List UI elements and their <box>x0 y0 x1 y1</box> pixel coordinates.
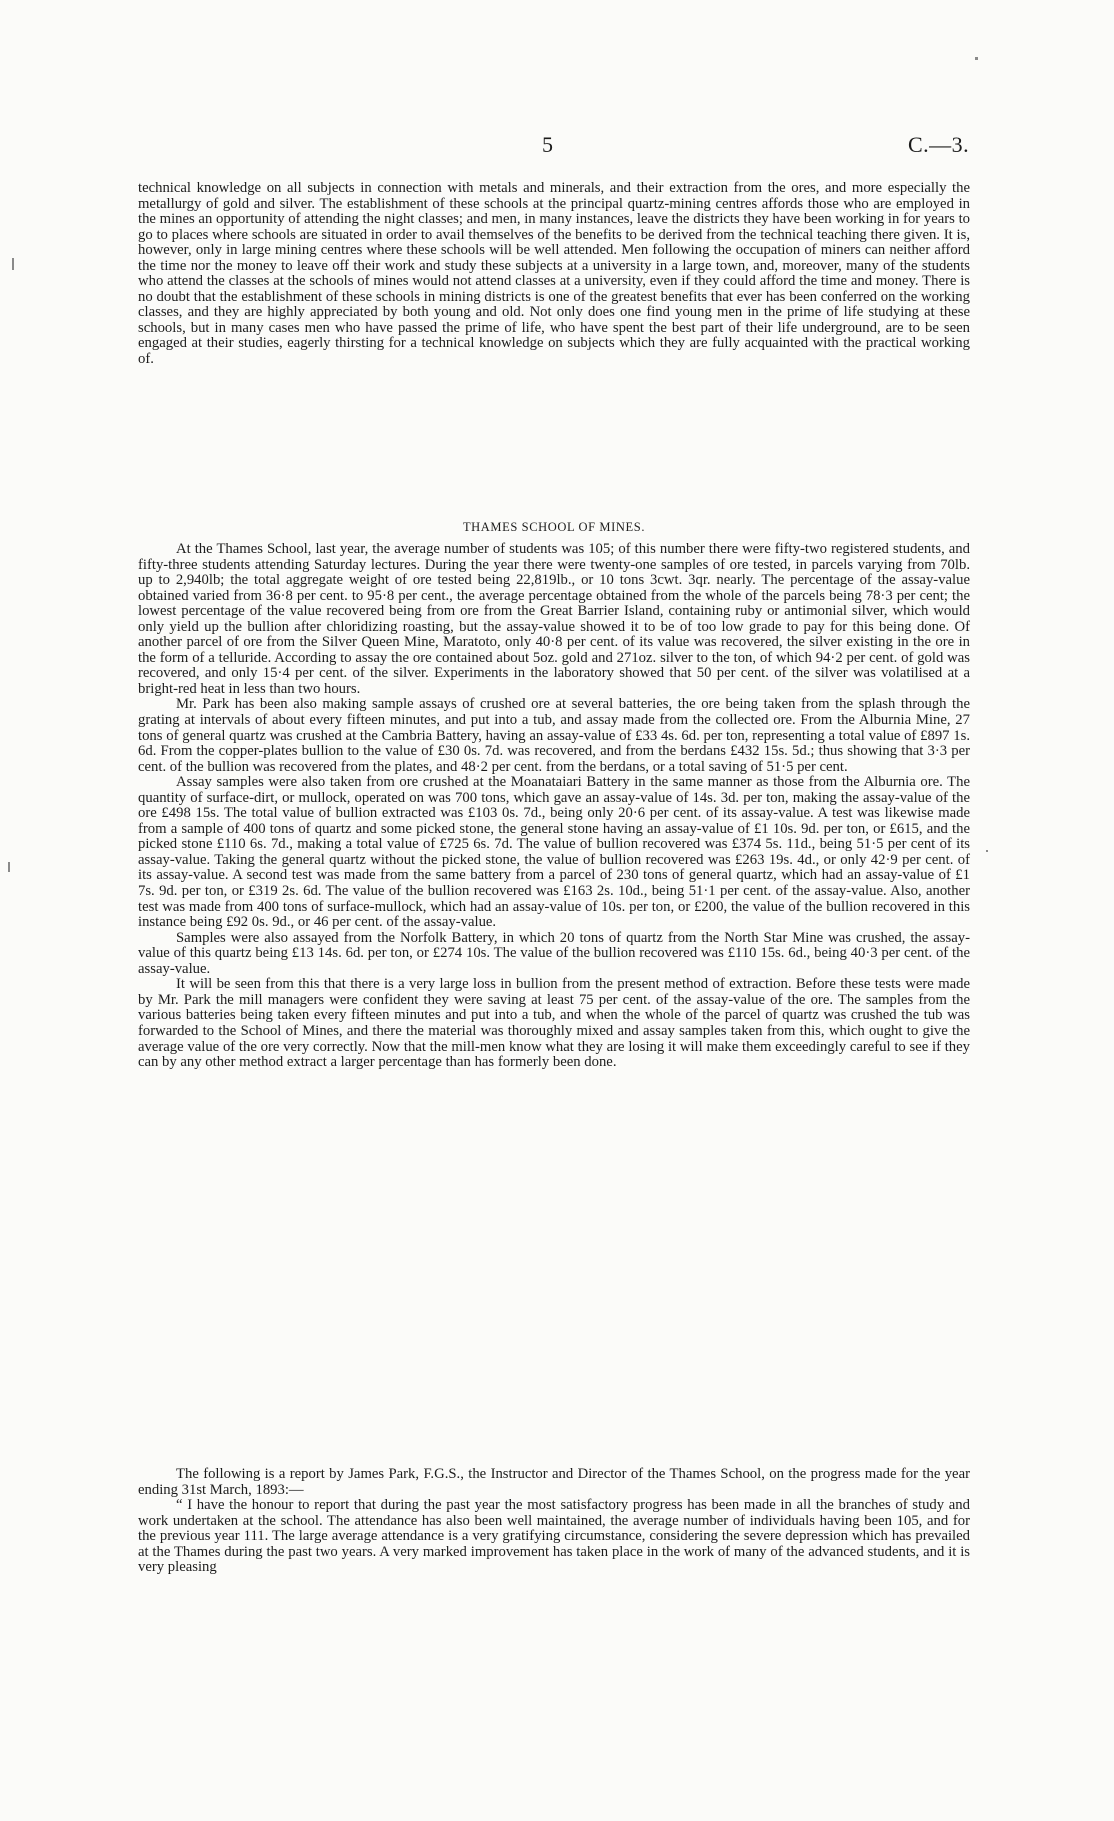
paragraph: The following is a report by James Park, F.G.S., the Instructor and Director of the Thames School, on the progress made for the year ending 31st March, 1893:— <box>138 1466 970 1498</box>
intro-paragraph: technical knowledge on all subjects in connection with metals and minerals, and their extraction from the ores, and more especially the metallurgy of gold and silver. The establishment of these schools at the principal quartz-mining centres affords those who are employed in the mines an opportunity of attending the night classes; and men, in many instances, leave the districts they have been working in for years to go to places where schools are situated in order to avail themselves of the benefits to be derived from the technical teaching there given. It is, however, only in large mining centres where these schools will be well attended. Men following the occupation of miners can neither afford the time nor the money to leave off their work and study these subjects at a university in a large town, and, moreover, many of the students who attend the classes at the schools of mines would not attend classes at a university, even if they could afford the time and money. There is no doubt that the establishment of these schools in mining districts is one of the greatest benefits that ever has been conferred on the working classes, and they are highly appreciated by both young and old. Not only does one find young men in the prime of life studying at these schools, but in many cases men who have passed the prime of life, who have spent the best part of their life underground, are to be seen engaged at their studies, eagerly thirsting for a technical knowledge on subjects which they are fully acquainted with the practical working of. <box>138 180 970 368</box>
page-number: 5 <box>542 132 553 157</box>
intro-text-block <box>138 181 970 368</box>
paragraph: At the Thames School, last year, the average number of students was 105; of this number there were fifty-two registered students, and fifty-three students attending Saturday lectures. During the year there were twenty-one samples of ore tested, in parcels varying from 70lb. up to 2,940lb; the total aggregate weight of ore tested being 22,819lb., or 10 tons 3cwt. 3qr. nearly. The percentage of the assay-value obtained varied from 36·8 per cent. to 95·8 per cent., the average percentage obtained from the whole of the parcels being 78·3 per cent; the lowest percentage of the value recovered being from ore from the Great Barrier Island, containing ruby or antimonial silver, which would only yield up the bullion after chloridizing roasting, but the assay-value showed it to be of too low grade to pay for this being done. Of another parcel of ore from the Silver Queen Mine, Maratoto, only 40·8 per cent. of its value was recovered, the silver existing in the ore in the form of a telluride. According to assay the ore contained about 5oz. gold and 271oz. silver to the ton, of which 94·2 per cent. of gold was recovered, and only 15·4 per cent. of the silver. Experiments in the laboratory showed that 50 per cent. of the silver was volatilised at a bright-red heat in less than two hours. <box>138 541 970 697</box>
paragraph: “ I have the honour to report that during the past year the most satisfactory progress has been made in all the branches of study and work undertaken at the school. The attendance has also been well maintained, the average number of individuals having been 105, and for the previous year 111. The large average attendance is a very gratifying circumstance, considering the severe depression which has prevailed at the Thames during the past two years. A very marked improvement has taken place in the work of many of the advanced students, and it is very pleasing <box>138 1497 970 1576</box>
scan-speck <box>975 57 978 60</box>
paragraph: Samples were also assayed from the Norfolk Battery, in which 20 tons of quartz from the North Star Mine was crushed, the assay-value of this quartz being £13 14s. 6d. per ton, or £274 10s. The value of the bullion recovered was £110 15s. 6d., being 40·3 per cent. of the assay-value. <box>138 929 970 977</box>
document-reference: C.—3. <box>908 132 970 157</box>
scan-speck <box>986 850 988 852</box>
section-heading: THAMES SCHOOL OF MINES. <box>462 520 646 534</box>
scan-speck <box>12 258 14 270</box>
scan-speck <box>8 862 10 872</box>
paragraph: It will be seen from this that there is a very large loss in bullion from the present method of extraction. Before these tests were made by Mr. Park the mill managers were confident they were saving at least 75 per cent. of the assay-value of the ore. The samples from the various batteries being taken every fifteen minutes and put into a tub, and when the whole of the parcel of quartz was crushed the tub was forwarded to the School of Mines, and there the material was thoroughly mixed and assay samples taken from this, which ought to give the average value of the ore very correctly. Now that the mill-men know what they are losing it will make them exceedingly careful to see if they can by any other method extract a larger percentage than has formerly been done. <box>138 976 970 1071</box>
paragraph: Assay samples were also taken from ore crushed at the Moanataiari Battery in the same manner as those from the Alburnia ore. The quantity of surface-dirt, or mullock, operated on was 700 tons, which gave an assay-value of 14s. 3d. per ton, making the assay-value of the ore £498 15s. The total value of bullion extracted was £103 0s. 7d., being only 20·6 per cent. of its assay-value. A test was likewise made from a sample of 400 tons of quartz and some picked stone, the general stone having an assay-value of £1 10s. 9d. per ton, or £615, and the picked stone £110 6s. 7d., making a total value of £725 6s. 7d. The value of bullion recovered was £374 5s. 11d., being 51·5 per cent of its assay-value. Taking the general quartz without the picked stone, the value of bullion recovered was £263 19s. 4d., or only 42·9 per cent. of its assay-value. A second test was made from the same battery from a parcel of 230 tons of general quartz, which had an assay-value of £1 7s. 9d. per ton, or £319 2s. 6d. The value of the bullion recovered was £163 2s. 10d., being 51·1 per cent. of the assay-value. Also, another test was made from 400 tons of surface-mullock, which had an assay-value of 10s. per ton, or £200, the value of the bullion recovered in this instance being £92 0s. 9d., or 46 per cent. of the assay-value. <box>138 774 970 931</box>
report-text-block <box>138 1467 970 1576</box>
section-text-block <box>138 542 970 1071</box>
paragraph: Mr. Park has been also making sample assays of crushed ore at several batteries, the ore being taken from the splash through the grating at intervals of about every fifteen minutes, and put into a tub, and assay made from the collected ore. From the Alburnia Mine, 27 tons of general quartz was crushed at the Cambria Battery, having an assay-value of £33 4s. 6d. per ton, representing a total value of £897 1s. 6d. From the copper-plates bullion to the value of £30 0s. 7d. was recovered, and from the berdans £432 15s. 5d.; thus showing that 3·3 per cent. of the bullion was recovered from the plates, and 48·2 per cent. from the berdans, or a total saving of 51·5 per cent. <box>138 696 970 775</box>
